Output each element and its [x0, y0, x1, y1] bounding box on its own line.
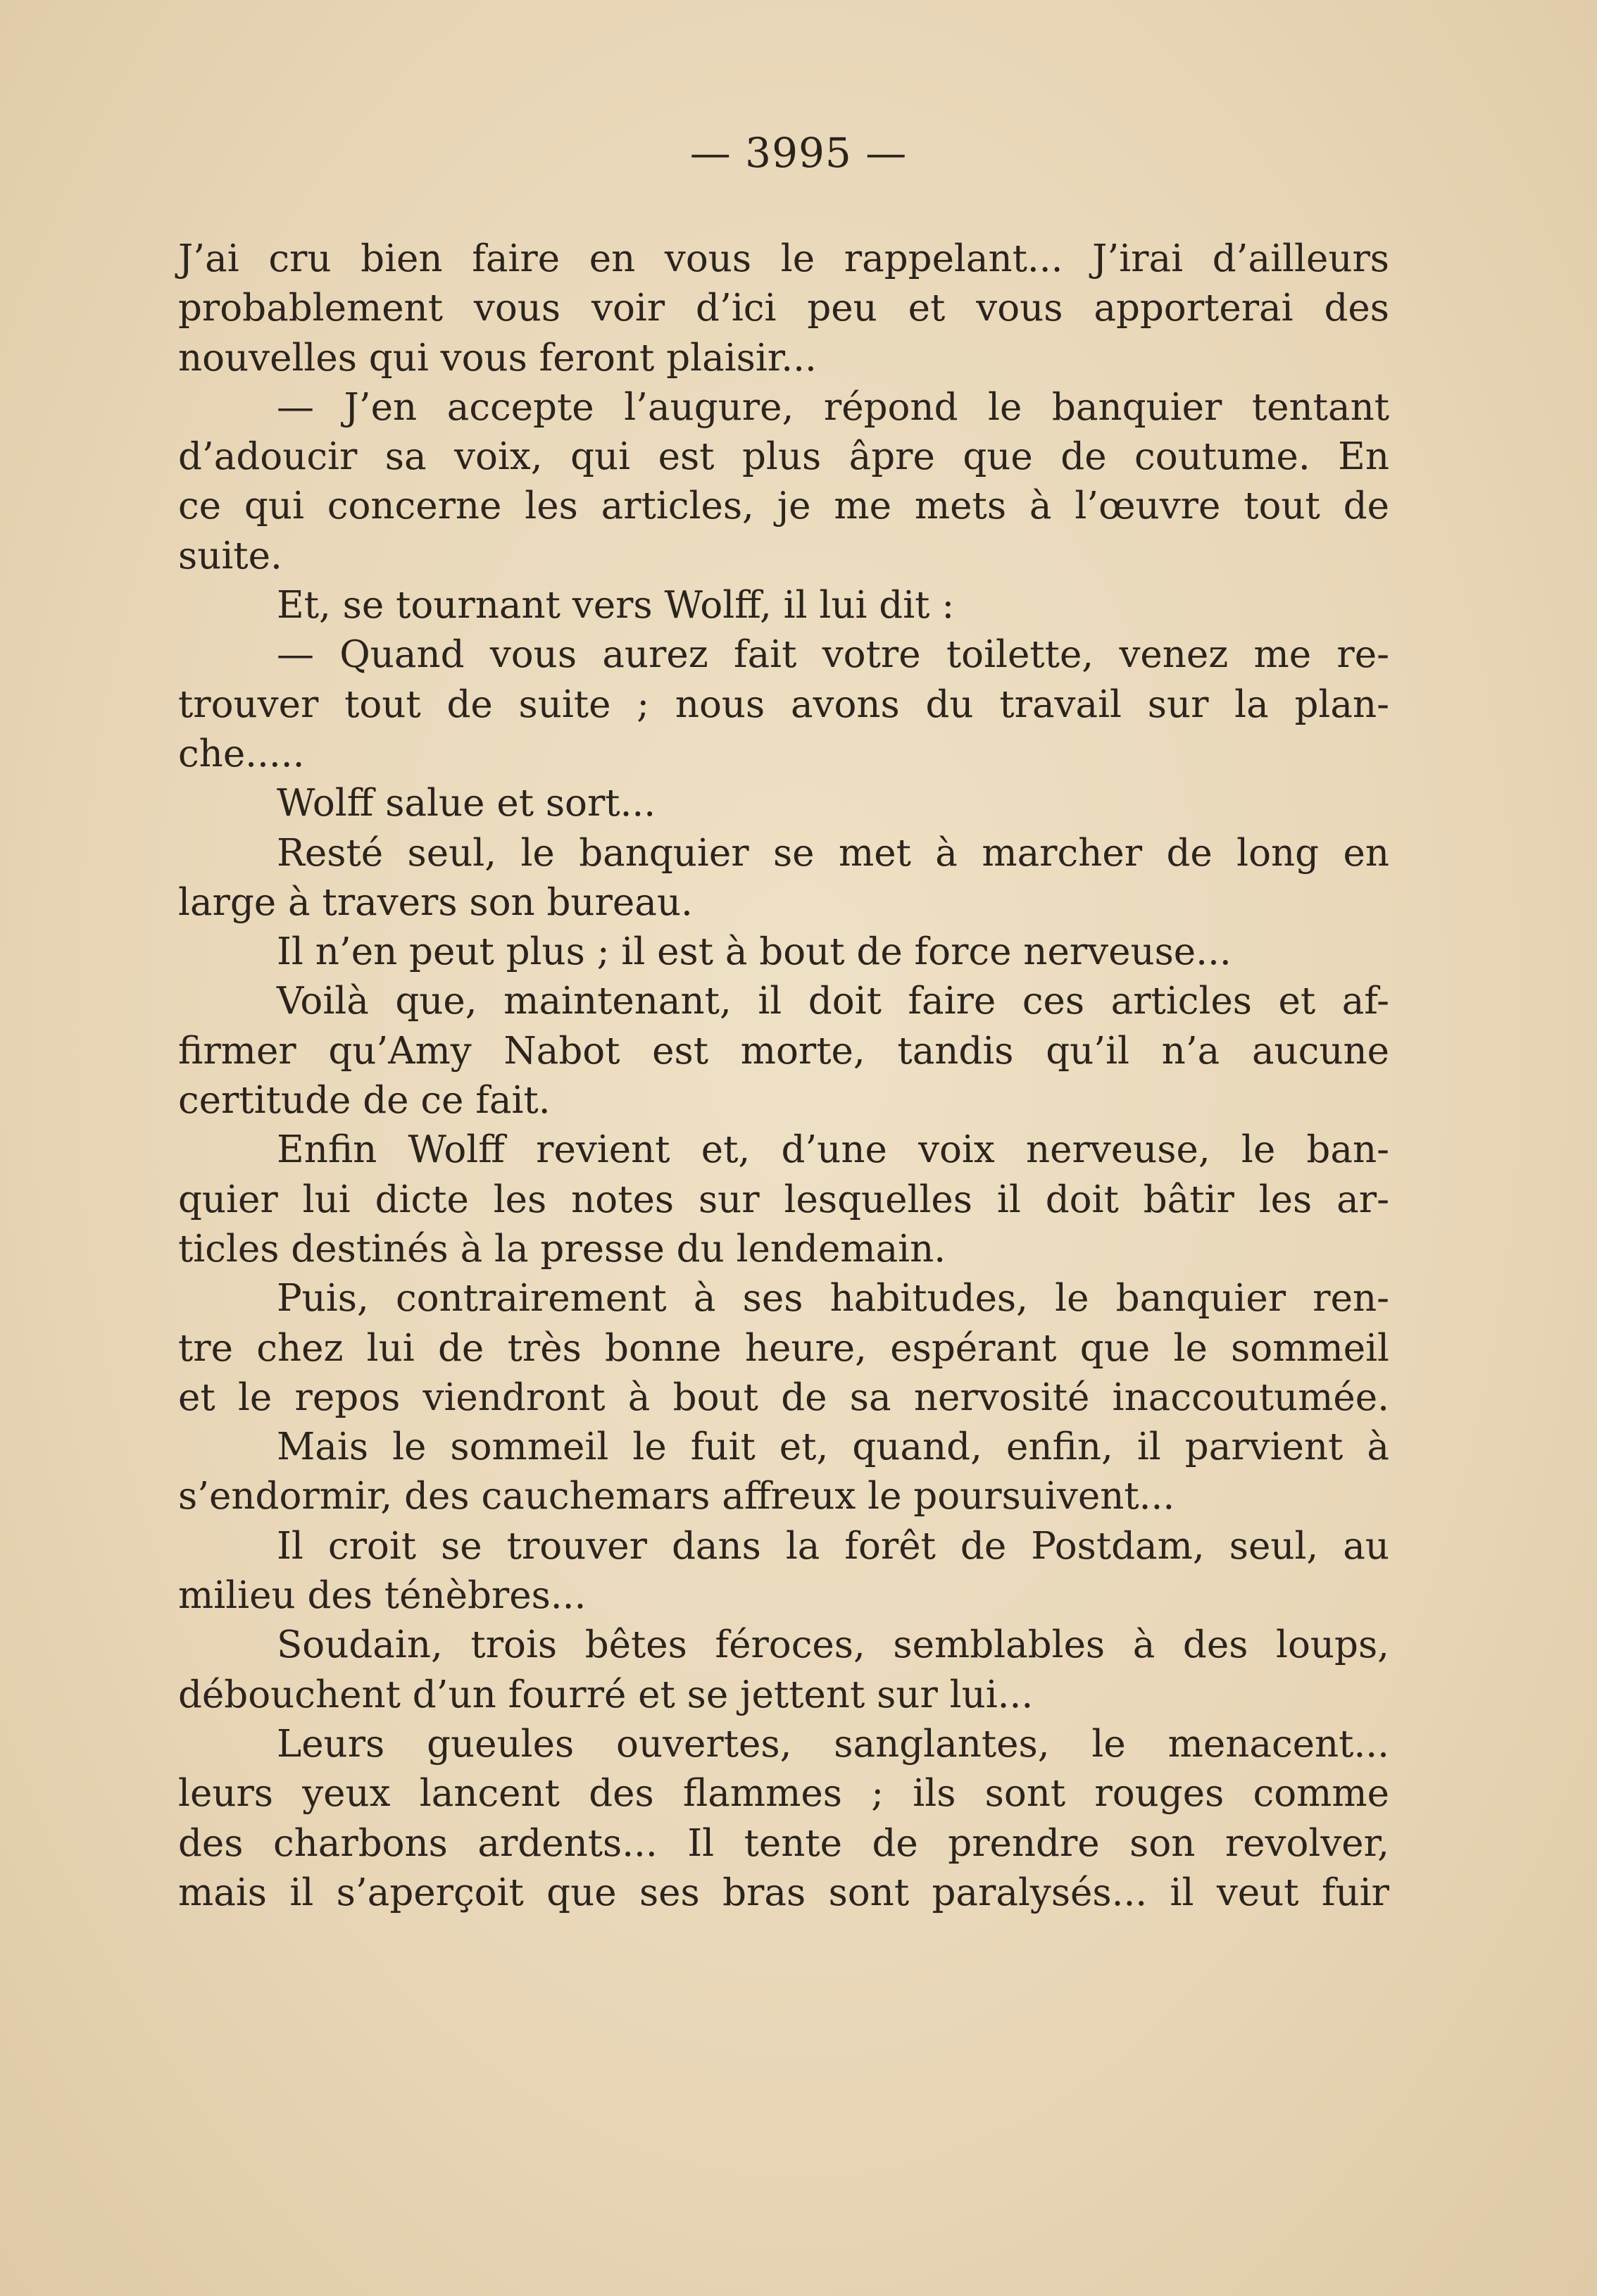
text-line: certitude de ce fait.	[178, 1079, 551, 1123]
text-line: che.....	[178, 732, 305, 775]
text-line: — J’en accepte l’augure, répond le banquier tentant	[277, 385, 1389, 429]
text-line: probablement vous voir d’ici peu et vous apporterai des	[178, 287, 1389, 330]
page-number: — 3995 —	[689, 129, 908, 177]
text-line: Resté seul, le banquier se met à marcher de long en	[277, 831, 1389, 875]
text-line: Puis, contrairement à ses habitudes, le banquier ren-	[277, 1277, 1389, 1321]
text-line: — Quand vous aurez fait votre toilette, venez me re-	[277, 633, 1389, 677]
text-line: leurs yeux lancent des flammes ; ils sont rouges comme	[178, 1772, 1389, 1816]
text-line: suite.	[178, 534, 282, 578]
text-line: Voilà que, maintenant, il doit faire ces articles et af-	[277, 980, 1389, 1023]
text-line: Enfin Wolff revient et, d’une voix nerveuse, le ban-	[277, 1128, 1389, 1172]
text-line: mais il s’aperçoit que ses bras sont paralysés... il veut fuir	[178, 1871, 1389, 1914]
text-line: ce qui concerne les articles, je me mets à l’œuvre tout de	[178, 485, 1389, 528]
text-line: Il n’en peut plus ; il est à bout de force nerveuse...	[277, 930, 1232, 974]
text-line: s’endormir, des cauchemars affreux le poursuivent...	[178, 1475, 1175, 1518]
text-line: trouver tout de suite ; nous avons du travail sur la plan-	[178, 682, 1389, 726]
text-line: Wolff salue et sort...	[277, 782, 656, 825]
text-line: et le repos viendront à bout de sa nervosité inaccoutumée.	[178, 1375, 1389, 1419]
text-line: Mais le sommeil le fuit et, quand, enfin, il parvient à	[277, 1425, 1389, 1469]
text-line: Soudain, trois bêtes féroces, semblables à des loups,	[277, 1623, 1389, 1667]
text-line: d’adoucir sa voix, qui est plus âpre que de coutume. En	[178, 435, 1389, 479]
text-line: Leurs gueules ouvertes, sanglantes, le menacent...	[277, 1722, 1389, 1766]
text-line: Et, se tournant vers Wolff, il lui dit :	[277, 584, 955, 628]
body-text	[178, 235, 1389, 1918]
text-line: milieu des ténèbres...	[178, 1574, 587, 1618]
text-line: tre chez lui de très bonne heure, espérant que le sommeil	[178, 1326, 1389, 1370]
text-line: quier lui dicte les notes sur lesquelles il doit bâtir les ar-	[178, 1178, 1389, 1221]
text-line: J’ai cru bien faire en vous le rappelant... J’irai d’ailleurs	[178, 237, 1389, 280]
text-line: firmer qu’Amy Nabot est morte, tandis qu’il n’a aucune	[178, 1029, 1389, 1073]
text-line: ticles destinés à la presse du lendemain.	[178, 1227, 946, 1271]
text-line: des charbons ardents... Il tente de prendre son revolver,	[178, 1821, 1389, 1865]
text-line: débouchent d’un fourré et se jettent sur lui...	[178, 1673, 1034, 1716]
text-line: Il croit se trouver dans la forêt de Postdam, seul, au	[277, 1524, 1389, 1568]
text-line: nouvelles qui vous feront plaisir...	[178, 336, 817, 380]
text-line: large à travers son bureau.	[178, 880, 693, 924]
